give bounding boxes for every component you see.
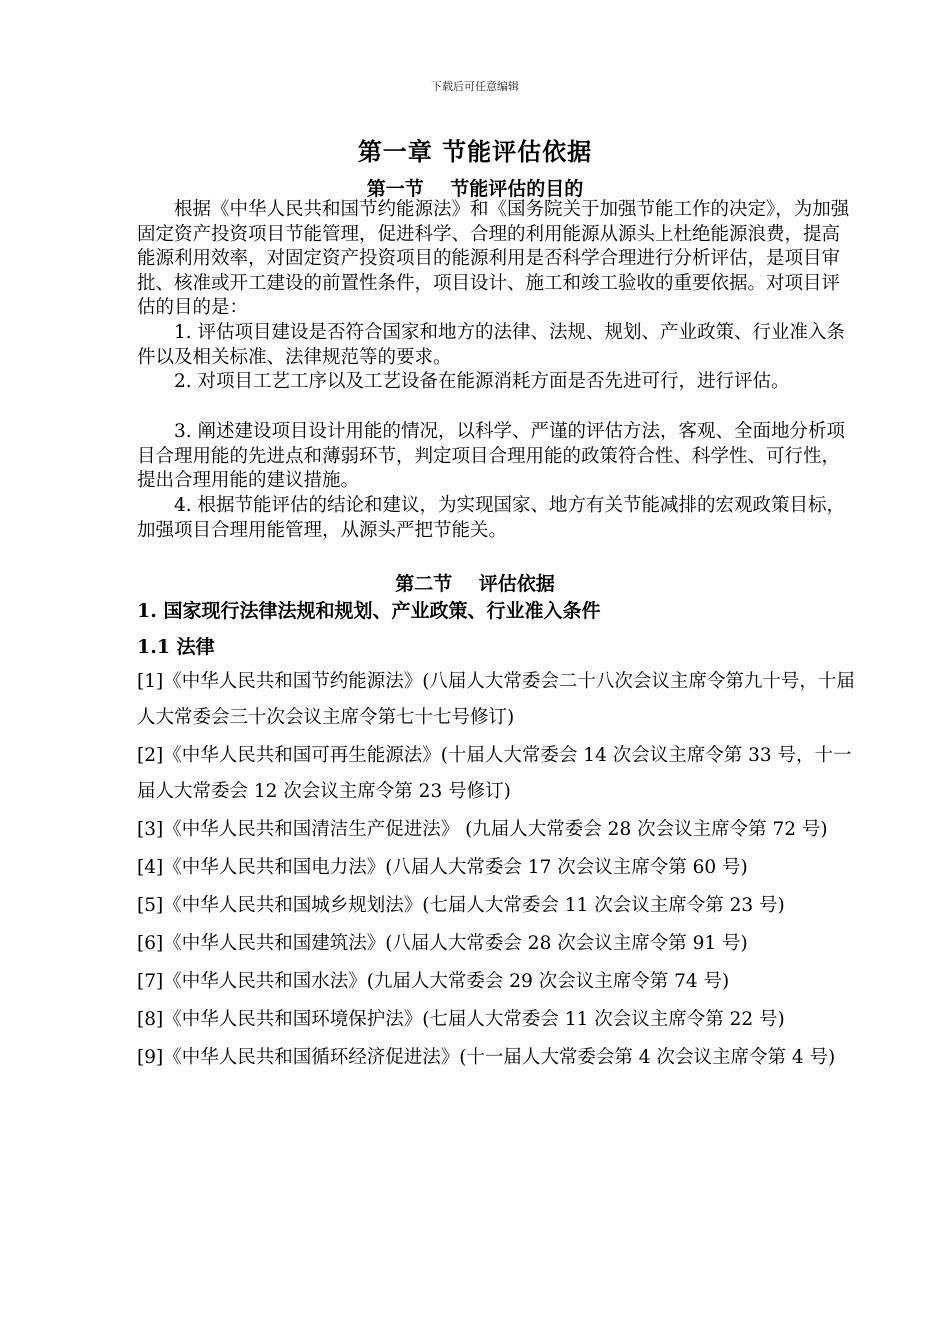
law-list [137, 664, 857, 1078]
law-item-2: [2]《中华人民共和国可再生能源法》(十届人大常委会 14 次会议主席令第 33 号，十一届人大常委会 12 次会议主席令第 23 号修订) [137, 745, 852, 802]
law-item-9: [9]《中华人民共和国循环经济促进法》(十一届人大常委会第 4 次会议主席令第 4 号) [137, 1047, 836, 1068]
purpose-point-3: 3. 阐述建设项目设计用能的情况，以科学、严谨的评估方法，客观、全面地分析项目合理用能的先进点和薄弱环节，判定项目合理用能的政策符合性、科学性、可行性，提出合理用能的建议措施。 [137, 421, 846, 491]
law-item-8: [8]《中华人民共和国环境保护法》(七届人大常委会 11 次会议主席令第 22 号) [137, 1009, 785, 1030]
law-item-7: [7]《中华人民共和国水法》(九届人大常委会 29 次会议主席令第 74 号) [137, 971, 730, 992]
law-item-4: [4]《中华人民共和国电力法》(八届人大常委会 17 次会议主席令第 60 号) [137, 857, 748, 878]
law-item-3: [3]《中华人民共和国清洁生产促进法》 (九届人大常委会 28 次会议主席令第 72 号) [137, 819, 828, 840]
purpose-point-2: 2. 对项目工艺工序以及工艺设备在能源消耗方面是否先进可行，进行评估。 [174, 371, 790, 392]
heading-laws-policies: 1. 国家现行法律法规和规划、产业政策、行业准入条件 [137, 600, 601, 622]
section1-title: 第一节 节能评估的目的 [366, 178, 584, 200]
purpose-point-4: 4. 根据节能评估的结论和建议，为实现国家、地方有关节能减排的宏观政策目标，加强项目合理用能管理，从源头严把节能关。 [137, 495, 846, 541]
heading-law: 1.1 法律 [137, 636, 215, 658]
law-item-6: [6]《中华人民共和国建筑法》(八届人大常委会 28 次会议主席令第 91 号) [137, 933, 748, 954]
header-note: 下载后可任意编辑 [431, 80, 519, 93]
law-item-5: [5]《中华人民共和国城乡规划法》(七届人大常委会 11 次会议主席令第 23 号) [137, 895, 785, 916]
chapter-title: 第一章 节能评估依据 [357, 137, 593, 166]
section1-intro-paragraph: 根据《中华人民共和国节约能源法》和《国务院关于加强节能工作的决定》，为加强固定资产投资项目节能管理，促进科学、合理的利用能源从源头上杜绝能源浪费，提高能源利用效率，对固定资产投资项目的能源利用是否科学合理进行分析评估，是项目审批、核准或开工建设的前置性条件，项目设计、施工和竣工验收的重要依据。对项目评估的目的是： [137, 199, 850, 318]
law-item-1: [1]《中华人民共和国节约能源法》(八届人大常委会二十八次会议主席令第九十号，十届人大常委会三十次会议主席令第七十七号修订) [137, 671, 855, 728]
purpose-point-1: 1. 评估项目建设是否符合国家和地方的法律、法规、规划、产业政策、行业准入条件以及相关标准、法律规范等的要求。 [137, 322, 846, 368]
section2-title: 第二节 评估依据 [395, 573, 555, 595]
